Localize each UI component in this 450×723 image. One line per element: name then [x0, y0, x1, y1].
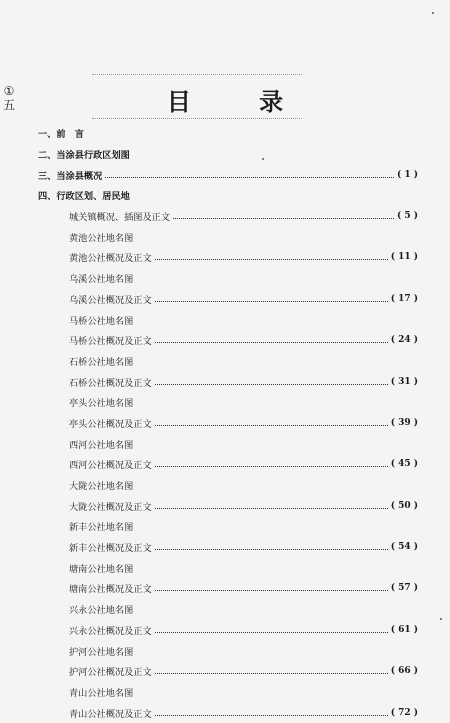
toc-entry [38, 309, 418, 330]
toc-label: 西河公社概况及正文 [69, 460, 152, 472]
toc-label: 护河公社概况及正文 [69, 667, 152, 679]
toc-entry [38, 454, 418, 475]
toc-entry [38, 702, 418, 723]
toc-label: 塘南公社地名图 [69, 563, 134, 575]
toc-section [38, 123, 418, 144]
page-title: 目 录 [166, 87, 314, 116]
toc-page-number: ( 61 ) [390, 624, 418, 635]
toc-entry [38, 620, 418, 641]
toc-entry [38, 537, 418, 558]
toc-page-number: ( 57 ) [390, 583, 418, 594]
toc-label: 亭头公社概况及正文 [69, 418, 152, 430]
dot-leader [155, 424, 388, 426]
margin-circled-number: ① [3, 84, 15, 98]
toc-label: 兴永公社地名图 [69, 605, 134, 617]
dot-leader [155, 589, 388, 591]
toc-label: 黄池公社概况及正文 [69, 253, 152, 265]
dot-leader [105, 176, 394, 178]
toc-label: 护河公社地名图 [69, 646, 134, 658]
toc-section [38, 164, 418, 185]
toc-page-number: ( 11 ) [390, 252, 418, 263]
toc-page-number: ( 17 ) [390, 293, 418, 304]
toc-page-number: ( 66 ) [390, 666, 418, 677]
toc-label: 新丰公社概况及正文 [69, 543, 152, 555]
toc-entry [38, 226, 418, 247]
toc-entry [38, 578, 418, 599]
toc-page-number: ( 5 ) [396, 211, 418, 222]
toc-label: 大陇公社地名图 [69, 481, 134, 493]
toc-entry [38, 661, 418, 682]
toc-label: 二、当涂县行政区划图 [38, 150, 130, 162]
toc-label: 乌溪公社地名图 [69, 274, 134, 286]
toc-label: 西河公社地名图 [69, 439, 134, 451]
toc-label: 乌溪公社概况及正文 [69, 294, 152, 306]
toc-entry [38, 206, 418, 227]
toc-label: 大陇公社概况及正文 [69, 501, 152, 513]
toc-label: 马桥公社概况及正文 [69, 336, 152, 348]
dot-leader [155, 714, 388, 716]
toc-label: 马桥公社地名图 [69, 315, 134, 327]
toc-entry [38, 268, 418, 289]
toc-entry [38, 371, 418, 392]
scan-speck [262, 158, 264, 160]
toc-entry [38, 516, 418, 537]
toc-label: 黄池公社地名图 [69, 232, 134, 244]
toc-label: 四、行政区划、居民地 [38, 191, 130, 203]
toc-label: 塘南公社概况及正文 [69, 584, 152, 596]
toc-label: 三、当涂县概况 [38, 170, 103, 182]
toc-page-number: ( 72 ) [390, 707, 418, 718]
toc-label: 石桥公社地名图 [69, 356, 134, 368]
dot-leader [173, 217, 394, 219]
toc-entry [38, 289, 418, 310]
toc-label: 亭头公社地名图 [69, 398, 134, 410]
toc-section [38, 185, 418, 206]
toc-entry [38, 682, 418, 703]
toc-entry [38, 247, 418, 268]
scan-artifact-line [92, 74, 302, 76]
toc-entry [38, 330, 418, 351]
table-of-contents [38, 123, 418, 723]
toc-label: 石桥公社概况及正文 [69, 377, 152, 389]
toc-entry [38, 475, 418, 496]
dot-leader [155, 465, 388, 467]
toc-label: 新丰公社地名图 [69, 522, 134, 534]
toc-label: 城关镇概况、插图及正文 [69, 212, 171, 224]
scan-speck [432, 12, 434, 14]
toc-label: 兴永公社概况及正文 [69, 625, 152, 637]
toc-entry [38, 599, 418, 620]
dot-leader [155, 507, 388, 509]
toc-page-number: ( 1 ) [396, 169, 418, 180]
toc-section [38, 144, 418, 165]
toc-entry [38, 495, 418, 516]
toc-entry [38, 392, 418, 413]
scan-speck [440, 618, 442, 620]
margin-character: 五 [2, 98, 15, 112]
toc-label: 青山公社地名图 [69, 687, 134, 699]
toc-page-number: ( 39 ) [390, 417, 418, 428]
dot-leader [155, 672, 388, 674]
dot-leader [155, 341, 388, 343]
dot-leader [155, 631, 388, 633]
toc-page-number: ( 45 ) [390, 459, 418, 470]
toc-entry [38, 351, 418, 372]
toc-label: 一、前 言 [38, 129, 84, 141]
toc-page-number: ( 24 ) [390, 335, 418, 346]
toc-label: 青山公社概况及正文 [69, 708, 152, 720]
dot-leader [155, 300, 388, 302]
toc-page-number: ( 31 ) [390, 376, 418, 387]
dot-leader [155, 258, 388, 260]
dot-leader [155, 383, 388, 385]
dot-leader [155, 548, 388, 550]
toc-page-number: ( 50 ) [390, 500, 418, 511]
toc-entry [38, 640, 418, 661]
toc-entry [38, 433, 418, 454]
toc-page-number: ( 54 ) [390, 542, 418, 553]
scan-artifact-line [92, 118, 302, 120]
toc-entry [38, 557, 418, 578]
toc-entry [38, 413, 418, 434]
